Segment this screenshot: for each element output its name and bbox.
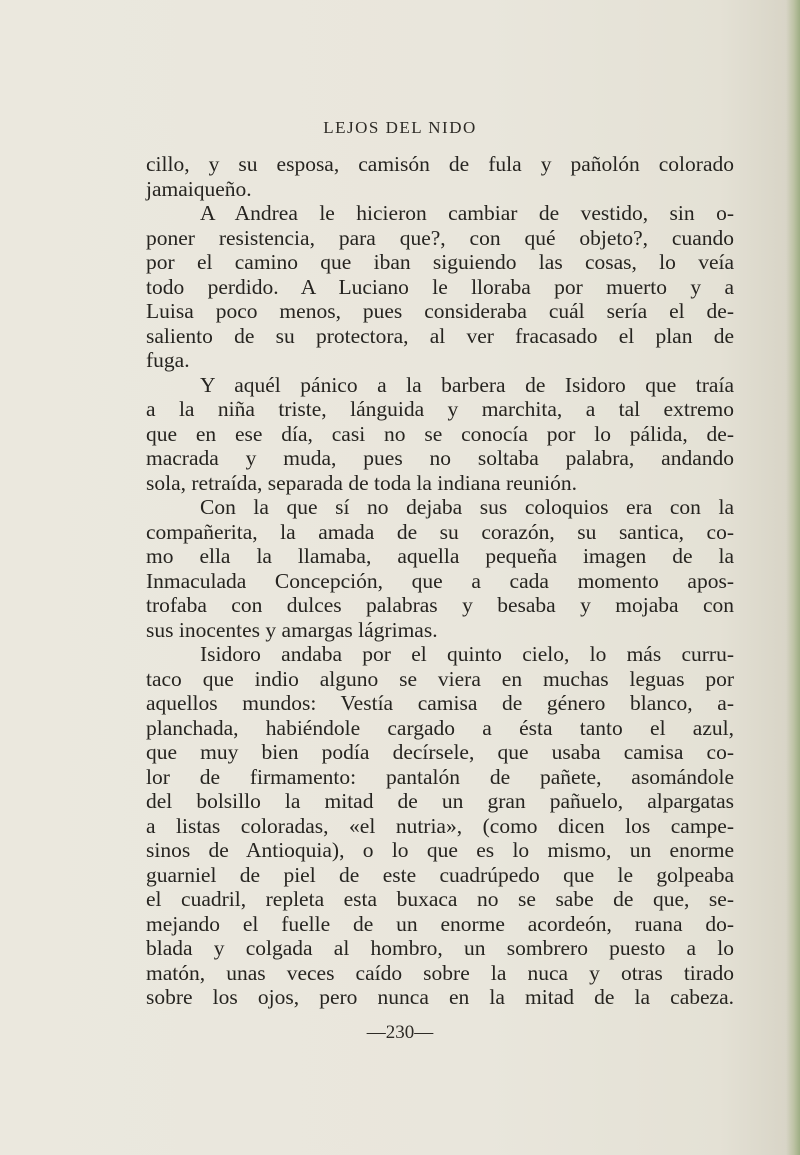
text-line: sus inocentes y amargas lágrimas. [146, 617, 438, 642]
text-line: fuga. [146, 348, 190, 372]
running-header: LEJOS DEL NIDO [323, 118, 477, 137]
text-line: A Andrea le hicieron cambiar de vestido, sin o- [200, 201, 734, 225]
text-line: blada y colgada al hombro, un sombrero puesto a lo [146, 936, 734, 960]
text-line: Inmaculada Concepción, que a cada momento apos- [146, 568, 734, 593]
text-line: sobre los ojos, pero nunca en la mitad de la cabeza. [146, 985, 734, 1009]
text-line: sola, retraída, separada de toda la indiana reunión. [146, 470, 578, 495]
text-line: del bolsillo la mitad de un gran pañuelo, alpargatas [146, 789, 734, 813]
text-line: mo ella la llamaba, aquella pequeña imagen de la [146, 544, 734, 568]
text-line: Isidoro andaba por el quinto cielo, lo más curru- [200, 642, 734, 666]
text-line: todo perdido. A Luciano le lloraba por muerto y a [146, 274, 734, 299]
text-line: compañerita, la amada de su corazón, su santica, co- [146, 519, 734, 544]
body-text [146, 152, 734, 1010]
text-line: guarniel de piel de este cuadrúpedo que le golpeaba [146, 862, 734, 887]
text-line: saliento de su protectora, al ver fracasado el plan de [146, 323, 734, 348]
text-line: que en ese día, casi no se conocía por lo pálida, de- [146, 421, 734, 446]
text-line: poner resistencia, para que?, con qué objeto?, cuando [146, 225, 734, 250]
text-line: mejando el fuelle de un enorme acordeón, ruana do- [146, 911, 734, 936]
text-line: jamaiqueño. [146, 176, 252, 201]
text-line: sinos de Antioquia), o lo que es lo mismo, un enorme [146, 838, 734, 862]
page-edge [786, 0, 800, 1155]
text-line: Y aquél pánico a la barbera de Isidoro que traía [200, 372, 734, 397]
text-line: por el camino que iban siguiendo las cosas, lo veía [146, 250, 734, 274]
text-line: a listas coloradas, «el nutria», (como dicen los campe- [146, 813, 734, 838]
text-line: planchada, habiéndole cargado a ésta tanto el azul, [146, 715, 734, 740]
text-line: el cuadril, repleta esta buxaca no se sabe de que, se- [146, 887, 734, 911]
text-line: macrada y muda, pues no soltaba palabra, andando [146, 446, 734, 470]
text-line: matón, unas veces caído sobre la nuca y otras tirado [146, 960, 734, 985]
text-line: Luisa poco menos, pues consideraba cuál sería el de- [146, 299, 734, 323]
text-line: trofaba con dulces palabras y besaba y mojaba con [146, 593, 734, 617]
page-number: —230— [366, 1022, 434, 1043]
text-line: aquellos mundos: Vestía camisa de género blanco, a- [146, 691, 734, 715]
text-line: taco que indio alguno se viera en muchas leguas por [146, 666, 734, 691]
text-line: Con la que sí no dejaba sus coloquios era con la [200, 495, 734, 519]
text-line: que muy bien podía decírsele, que usaba camisa co- [146, 740, 734, 764]
text-line: lor de firmamento: pantalón de pañete, asomándole [146, 764, 734, 789]
text-line: a la niña triste, lánguida y marchita, a tal extremo [146, 397, 734, 421]
text-line: cillo, y su esposa, camisón de fula y pañolón colorado [146, 152, 734, 176]
